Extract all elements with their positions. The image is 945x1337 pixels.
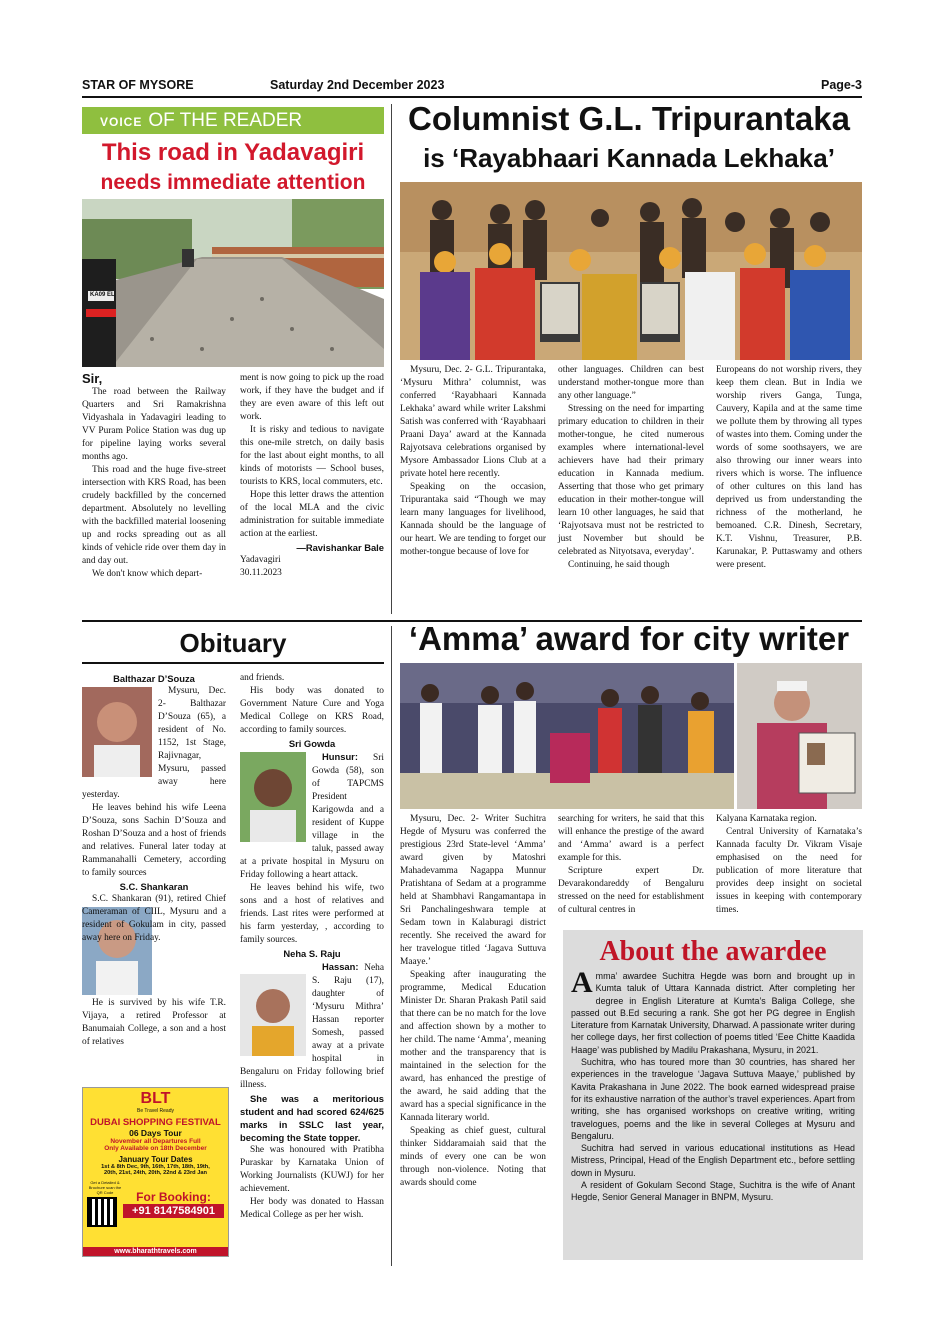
voice-banner <box>82 107 384 134</box>
columnist-para: Continuing, he said though <box>568 560 670 570</box>
about-awardee-box <box>563 930 863 1260</box>
travel-ad[interactable] <box>82 1087 229 1257</box>
obit-para: Mysuru, Dec. 2- Balthazar D’Souza (65), a resident of No. 1152, 1st Stage, Rajivnagar, Mysuru, passed away here yesterday. <box>82 686 226 800</box>
voice-signature: —Ravishankar Bale <box>296 542 384 553</box>
obit-para: His body was donated to Government Nature Cure and Yoga Medical College on KRS Road, according to family sources. <box>240 686 384 735</box>
paper-name: STAR OF MYSORE <box>82 78 194 92</box>
obit-place: Hunsur: <box>322 751 358 762</box>
columnist-para: Mysuru, Dec. 2- G.L. Tripurantaka, ‘Mysuru Mithra’ columnist, was conferred ‘Rayabhaari Kannada Lekhaka’ award while writer Lakshmi Satish was conferred with ‘Rayabhaari Praani Daya’ award at the Kannada Rajyotsava celebrations organised by Mysore Ambassador Lions Club at a private hotel here recently. <box>400 365 546 479</box>
ad-line-2: Only Available on 18th December <box>104 1145 207 1152</box>
voice-para: ment is now going to pick up the road work, if they have the budget and if they are even aware of this left out work. <box>240 373 384 422</box>
amma-award-photo <box>400 663 734 809</box>
ad-booking: For Booking: <box>136 1189 211 1204</box>
obit-name: Balthazar D’Souza <box>113 673 195 684</box>
voice-place: Yadavagiri <box>240 555 281 565</box>
columnist-col-2 <box>558 364 704 572</box>
ad-days: 06 Days Tour <box>129 1128 182 1138</box>
ad-website[interactable]: www.bharathtravels.com <box>83 1247 228 1256</box>
obit-place: Hassan: <box>322 961 359 972</box>
columnist-para: Speaking on the occasion, Tripurantaka said “Though we may learn many languages for livelihood, Kannada should be the language of our heart. We are tending to forget our mother-tongue because of love for <box>400 482 546 557</box>
obituary-title: Obituary <box>179 628 287 658</box>
obit-name: Sri Gowda <box>288 738 336 749</box>
column-divider <box>391 626 392 1266</box>
amma-para: Speaking as chief guest, cultural thinker Siddaramaiah said that the minds of every one can be won through non-violence. Noting that awards should come <box>400 1126 546 1188</box>
amma-para: searching for writers, he said that this will enhance the prestige of the award and ‘Amma’ award is a perfect example for this. <box>558 814 704 863</box>
qr-code-icon[interactable] <box>87 1197 117 1227</box>
amma-col-3 <box>716 813 862 917</box>
amma-para: Mysuru, Dec. 2- Writer Suchitra Hegde of Mysuru was conferred the prestigious 23rd State-level ‘Amma’ award given by Matoshri Mahadevamma Nagappa Munnur Pratishtana of Sedam at a programme held at Shambhavi Rangamantapa in Sri Panchalingeshwara temple at Sedam town in Kalaburagi district recently. She received the award for her travelogue titled ‘Jagava Suttuva Maaye.’ <box>400 814 546 967</box>
voice-para: It is risky and tedious to navigate this one-mile stretch, on daily basis for the last about eight months, to all kinds of motorists — School buses, tourists to KRS, local commuters, etc. <box>240 425 384 487</box>
obituary-rule <box>82 662 384 664</box>
ad-logo: BLT <box>140 1090 171 1107</box>
amma-col-2 <box>558 813 704 917</box>
road-photo-plate: KA09 EL <box>90 292 115 298</box>
amma-headline: ‘Amma’ award for city writer <box>408 620 850 657</box>
voice-salutation: Sir, <box>82 371 103 386</box>
obit-para: He is survived by his wife T.R. Vijaya, a retired Professor at Banumaiah College, a son and a host of relatives <box>82 998 226 1047</box>
voice-para: The road between the Railway Quarters and Sri Ramakrishna Vidyashala in Yadavagiri leading to VV Puram Police Station was dug up for pipeline laying works several months ago. <box>82 387 226 462</box>
ad-phone[interactable]: +91 8147584901 <box>123 1204 224 1218</box>
obit-para: Neha S. Raju (17), daughter of ‘Mysuru Mithra’ Hassan reporter Somesh, passed away at a private hospital in Bengaluru on Friday following brief illness. <box>240 963 384 1090</box>
portrait-neha <box>240 974 306 1056</box>
issue-date: Saturday 2nd December 2023 <box>270 78 445 92</box>
voice-headline-1: This road in Yadavagiri <box>101 139 365 166</box>
amma-col-1 <box>400 813 546 1190</box>
ad-dates-1: 1st & 8th Dec, 9th, 16th, 17th, 18th, 19th, <box>101 1164 210 1170</box>
obit-para: He leaves behind his wife Leena D’Souza, sons Sachin D’Souza and Roshan D’Souza and a host of friends and relatives. Funeral later today at Rammanahalli Cemetery, according to family sources <box>82 803 226 878</box>
voice-para: Hope this letter draws the attention of the local MLA and the civic administration for suitable immediate action at the earliest. <box>240 490 384 539</box>
header-rule <box>82 96 862 98</box>
portrait-sri-gowda <box>240 752 306 842</box>
obit-para: Sri Gowda (58), son of TAPCMS President Karigowda and a resident of Kuppe village in the taluk, passed away at a private hospital in Mysuru on Friday following a heart attack. <box>240 753 384 880</box>
voice-para: We don't know which depart- <box>92 569 203 579</box>
obit-para: She was honoured with Pratibha Puraskar by Karnataka Union of Working Journalists (KUWJ) for her achievement. <box>240 1145 384 1194</box>
ad-qr-note: Get a Detailed & Brochure scan the QR Code <box>88 1180 122 1195</box>
columnist-headline-2: is ‘Rayabhaari Kannada Lekhaka’ <box>423 143 835 173</box>
columnist-para: other languages. Children can best understand mother-tongue more than any other language.” <box>558 365 704 401</box>
dropcap: A <box>571 966 593 999</box>
voice-banner-small: VOICE <box>100 115 143 129</box>
columnist-para: Europeans do not worship rivers, they keep them clean. But in India we worship rivers Ganga, Tunga, Cauvery, Kapila and at the same time we pollute them by throwing all types of wastes into them. Coming under the words of some soothsayers, we are also throwing our inner wears into rivers which is worse. The influence of other cultures on this land has deprived us from understanding the richness of the motherland, he bemoaned. C.R. Dinesh, Secretary, K.T. Vishnu, Treasurer, P.B. Karunakar, P. Puttaswamy and others were present. <box>716 365 862 570</box>
page-header <box>82 76 862 96</box>
columnist-col-3 <box>716 364 862 572</box>
awardee-para: Suchitra had served in various educational institutions as Head Mistress, Principal, Head of the English Department etc., before settling down in Mysuru. <box>571 1143 855 1178</box>
voice-col-2 <box>240 372 384 580</box>
road-photo <box>82 199 384 367</box>
obit-name: S.C. Shankaran <box>119 881 189 892</box>
columnist-award-photo <box>400 182 862 360</box>
obit-para: and friends. <box>240 673 285 683</box>
amma-para: Central University of Karnataka’s Kannada faculty Dr. Vikram Visaje emphasised on the need for publication of more literature that provides deep insight on societal issues in keeping with contemporary times. <box>716 827 862 915</box>
ad-dates-2: 20th, 21st, 24th, 20th, 22nd & 23rd Jan <box>103 1170 208 1176</box>
columnist-col-1 <box>400 364 546 559</box>
ad-logo-sub: Be Travel Ready <box>137 1108 174 1114</box>
awardee-para: mma’ awardee Suchitra Hegde was born and brought up in Kumta taluk of Uttara Kannada district. After completing her degree in English Literature at Kumta’s Baliga College, she passed out B.Ed securing a rank. She got her PG degree in English Literature from Karnatak University, Dharwad. A passionate writer during her college days, her first collection of poems titled ‘Eee Chitte Kaadida Haage’ was published by Madilu Prakashana, Mysuru, in 2021. <box>571 971 855 1055</box>
ad-title: DUBAI SHOPPING FESTIVAL <box>90 1117 221 1128</box>
obit-para-bold: She was a meritorious student and had scored 624/625 marks in SSLC last year, becoming the State topper. <box>240 1093 384 1143</box>
voice-para: This road and the huge five-street intersection with KRS Road, has been crudely backfilled by the concerned department. Absolutely no levelling with the backfilled material loosening up and rocks spreading out as all kinds of vehicle ride over them day in and day out. <box>82 465 226 566</box>
voice-headline-2: needs immediate attention <box>100 171 366 194</box>
portrait-balthazar <box>82 687 152 777</box>
obit-para: He leaves behind his wife, two sons and a host of relatives and friends. Last rites were performed at his farm yesterday, , according to family sources. <box>240 883 384 945</box>
awardee-para: Suchitra, who has toured more than 30 countries, has shared her experiences in the travelogue ‘Jagava Suttuva Maaye,’ published by Kavita Prakashana in June 2022. The book earned widespread praise for its exhaustive narration of the author’s travel experiences. Apart from writing, she has organised workshops on creative writing, writing travelogues, poems and the like in several Colleges at Mysuru and Bengaluru. <box>571 1057 855 1141</box>
ad-line-1: November all Departures Full <box>110 1138 201 1145</box>
voice-date: 30.11.2023 <box>240 568 282 578</box>
obit-para: S.C. Shankaran (91), retired Chief Cameraman of CIIL, Mysuru and a resident of Gokulam in city, passed away here on Friday. <box>82 894 226 943</box>
page-number: Page-3 <box>821 78 862 92</box>
amma-para: Kalyana Karnataka region. <box>716 814 817 824</box>
awardee-photo <box>737 663 862 809</box>
column-divider <box>391 104 392 614</box>
amma-para: Scripture expert Dr. Devarakondareddy of Bengaluru stressed on the need for establishment of cultural centres in <box>558 866 704 915</box>
voice-banner-large: OF THE READER <box>148 110 303 131</box>
ad-dates-title: January Tour Dates <box>118 1155 193 1164</box>
about-awardee-title: About the awardee <box>599 936 827 967</box>
voice-col-1 <box>82 372 226 581</box>
amma-para: Speaking after inaugurating the programme, Medical Education Minister Dr. Sharan Prakash Patil said that there can be no match for the love and affection shown by a mother to her child. The name ‘Amma’, meaning mother and the transparency that is maintained in the selection for the award, has enhanced the prestige of the award, he said adding that the award has a special significance in the Kannada literary world. <box>400 970 546 1123</box>
obit-para: Her body was donated to Hassan Medical College as per her wish. <box>240 1197 384 1220</box>
obituary-col-1 <box>82 672 226 1049</box>
awardee-para: A resident of Gokulam Second Stage, Suchitra is the wife of Anant Hegde, Senior General Manager in BNPM, Mysuru. <box>571 1180 855 1203</box>
columnist-para: Stressing on the need for imparting primary education to children in their mother-tongue, he cited numerous examples where international-level achievers have had their primary education in Kannada medium. Asserting that those who get primary education in their mother-tongue will learn 10 other languages, he said that ‘Rajyotsava must not be restricted to just November but should be celebrated as Nityotsava, everyday’. <box>558 404 704 557</box>
columnist-headline-1: Columnist G.L. Tripurantaka <box>408 100 850 137</box>
obit-name: Neha S. Raju <box>283 948 341 959</box>
obituary-col-2 <box>240 672 384 1222</box>
